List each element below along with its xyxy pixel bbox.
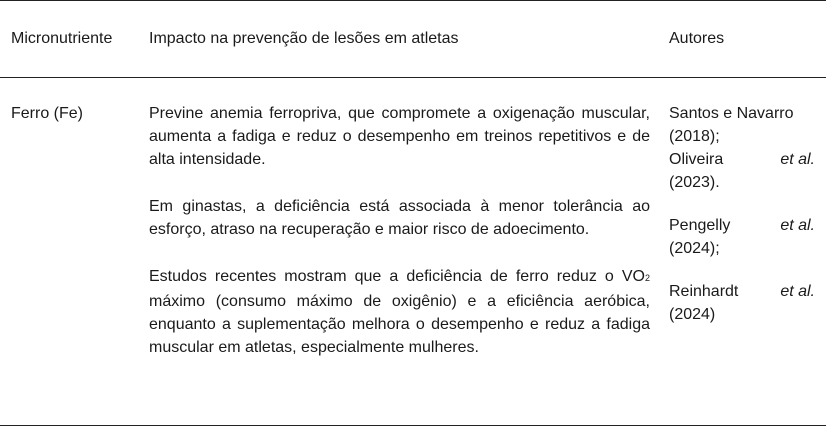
header-micronutrient: Micronutriente (11, 30, 113, 47)
vo2-subscript: 2 (644, 273, 650, 283)
author-year: (2018); (669, 128, 720, 145)
impact-paragraph-2: Em ginastas, a deficiência está associada à menor tolerância ao esforço, atraso na recuperação e maior risco de adoecimento. (149, 198, 650, 238)
author-entry-1 (669, 102, 815, 148)
impact-paragraph-3-start: Estudos recentes mostram que a deficiência de ferro reduz o VO (149, 268, 645, 285)
table-bottom-rule (0, 425, 826, 426)
author-etal: et al. (780, 217, 815, 234)
author-entry-3 (669, 214, 815, 260)
micronutrient-cell: Ferro (Fe) (11, 105, 83, 122)
impact-paragraph-1: Previne anemia ferropriva, que compromete a oxigenação muscular, aumenta a fadiga e reduz o desempenho em treinos repetitivos e de alta intensidade. (149, 105, 650, 168)
author-name: Reinhardt (669, 283, 739, 300)
author-etal: et al. (780, 151, 815, 168)
impact-paragraph-3-end: máximo (consumo máximo de oxigênio) e a eficiência aeróbica, enquanto a suplementação melhora o desempenho e reduz a fadiga muscular em atletas, especialmente mulheres. (149, 293, 650, 356)
impact-paragraph-3 (149, 265, 650, 359)
impact-cell (149, 102, 650, 359)
author-name: Santos e Navarro (669, 105, 794, 122)
author-name: Oliveira (669, 151, 724, 168)
author-year: (2024) (669, 306, 716, 323)
header-impact: Impacto na prevenção de lesões em atletas (149, 30, 459, 47)
authors-cell (669, 102, 815, 326)
author-year: (2023). (669, 174, 720, 191)
author-name: Pengelly (669, 217, 731, 234)
author-entry-2 (669, 148, 815, 194)
author-year: (2024); (669, 240, 720, 257)
author-etal: et al. (780, 283, 815, 300)
table-top-rule (0, 0, 826, 1)
header-separator-rule (0, 77, 826, 78)
header-authors: Autores (669, 30, 725, 47)
author-entry-4 (669, 280, 815, 326)
